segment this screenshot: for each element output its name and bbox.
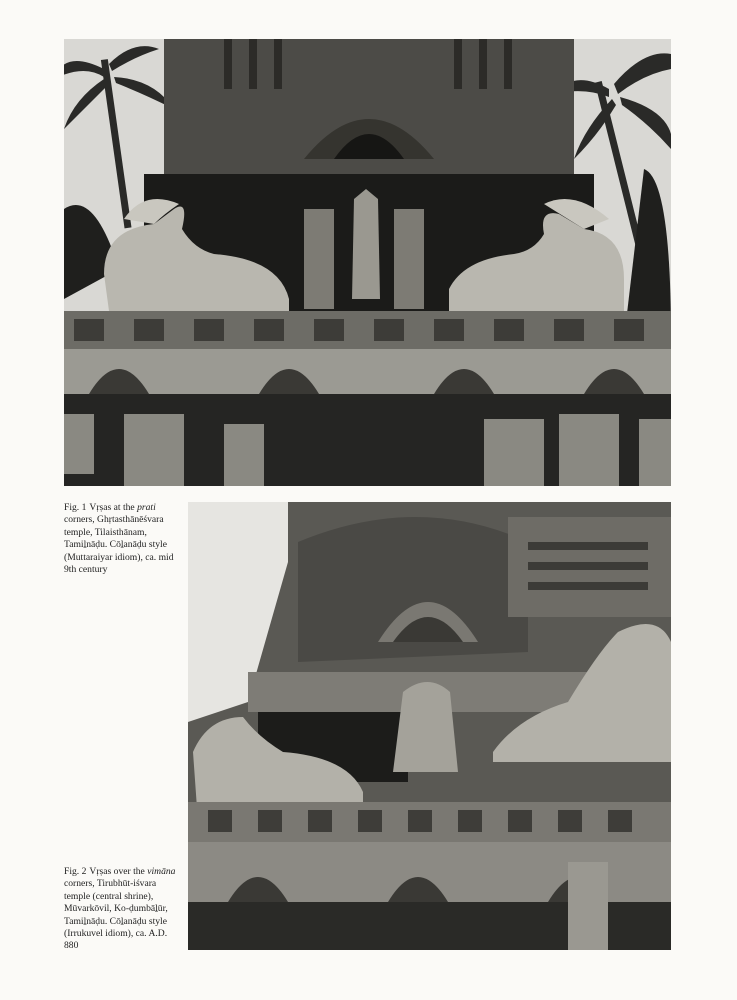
cornice	[64, 349, 671, 394]
figure-1-label: Fig. 1	[64, 502, 87, 513]
figure-2-image	[188, 502, 671, 950]
figure-2-photo	[188, 502, 671, 950]
figure-1-photo	[64, 39, 671, 486]
deity-figure	[352, 189, 380, 299]
figure-1-caption-text-a: Vṛṣas at the	[89, 502, 138, 513]
figure-1-caption	[64, 502, 176, 576]
figure-2-caption	[64, 866, 176, 953]
figure-2-caption-italic: vimāna	[147, 866, 176, 877]
figure-2-caption-text-a: Vṛṣas over the	[89, 866, 148, 877]
deity-figure	[393, 682, 458, 772]
figure-1-caption-text-b: corners, Ghṛtasthānēśvara temple, Tilaisthānam, Tamiḻnāḍu. Cōḻanāḍu style (Muttaraiyar idiom), ca. mid 9th century	[64, 514, 174, 576]
figure-1-caption-italic: prati	[137, 502, 156, 513]
figure-2-label: Fig. 2	[64, 866, 87, 877]
figure-2-caption-text-b: corners, Tirubhūt-iśvara temple (central shrine), Mūvarkōvil, Ko-ḍumbāḻūr, Tamiḻnāḍu. Cōḻanāḍu style (Irrukuvel idiom), ca. A.D. 880	[64, 878, 168, 952]
figure-1-image	[64, 39, 671, 486]
